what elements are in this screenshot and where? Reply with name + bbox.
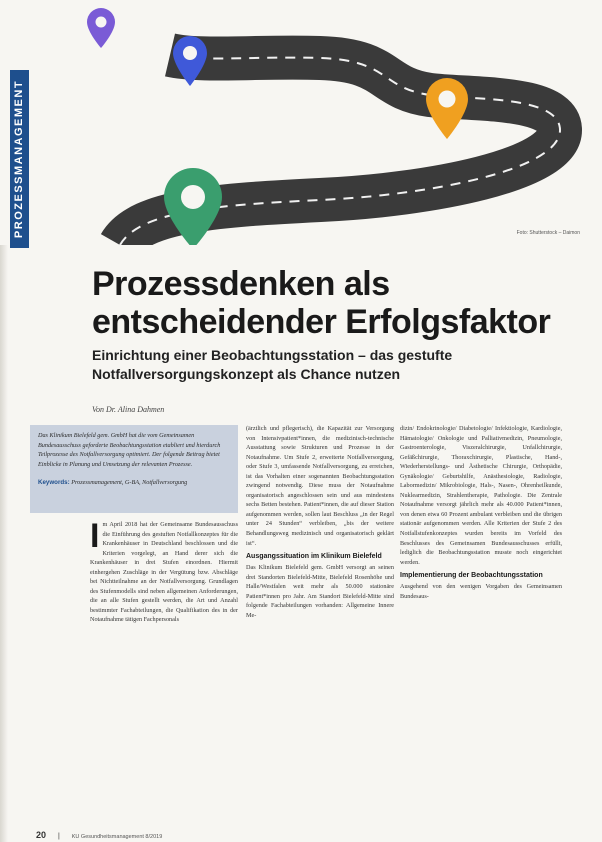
footer-separator: | bbox=[57, 833, 60, 840]
body-column-3 bbox=[400, 424, 562, 824]
section-label: PROZESSMANAGEMENT bbox=[13, 79, 26, 239]
page-footer bbox=[36, 830, 162, 840]
article-title: Prozessdenken als entscheidender Erfolgsfaktor bbox=[92, 265, 551, 341]
page-number: 20 bbox=[36, 830, 47, 840]
drop-cap: I bbox=[90, 520, 100, 555]
location-pin-purple-icon bbox=[87, 8, 115, 48]
hero-image bbox=[0, 0, 602, 245]
journal-name: KU Gesundheitsmanagement 8/2019 bbox=[71, 834, 163, 840]
photo-credit: Foto: Shutterstock – Daimon bbox=[516, 230, 580, 236]
section-heading: Implementierung der Beobachtungsstation bbox=[400, 572, 543, 580]
article-subtitle: Einrichtung einer Beobachtungsstation – das gestufte Notfallversorgungskonzept als Chance nutzen bbox=[92, 347, 453, 382]
keywords-text: Prozessmanagement, G-BA, Notfallversorgung bbox=[71, 479, 188, 486]
keywords bbox=[30, 478, 238, 487]
article-author: Von Dr. Alina Dahmen bbox=[92, 405, 165, 414]
abstract-text: Das Klinikum Bielefeld gem. GmbH hat die vom Gemeinsamen Bundesausschuss geforderte Beobachtungsstation etabliert und hierdurch Teilprozesse des Notfallversorgung optimiert. Der folgende Beitrag bietet Einblicke in Planung und Umsetzung der relevanten Prozesse. bbox=[38, 432, 221, 468]
body-column-1 bbox=[90, 520, 238, 820]
body-paragraph: dizin/ Endokrinologie/ Diabetologie/ Infektiologie, Kardiologie, Hämatologie/ Onkologie und Palliativmedizin, Pneumologie, Gastroenterologie, Viszeralchirurgie, Unfallchirurgie, Gefäßchirurgie, Thoraxchirurgie, Plastische, Hand-, Wiederherstellungs- und Ästhetische Chirurgie, Orthopädie, Gynäkologie/ Geburtshilfe, Anästhesiologie, Radiologie, Labormedizin/ Mikrobiologie, Hals-, Nasen-, Ohrenheilkunde, Nuklearmedizin, Strahlentherapie, Pathologie. Die Zentrale Notaufnahme versorgt jährlich mehr als 40.000 Patient*innen, von denen etwa 60 Prozent ambulant verbleiben und die übrigen stationär aufgenommen werden. Alle Kriterien der Stufe 2 des Notfallstufenkonzeptes wurden bereits im Vorfeld des Beschlusses des Gemeinsamen Bundesausschusses erfüllt, lediglich die Beobachtungsstation musste noch eingerichtet werden. bbox=[400, 425, 562, 566]
section-label-wrapper bbox=[10, 70, 29, 248]
abstract-box bbox=[30, 425, 238, 513]
body-paragraph: (ärztlich und pflegerisch), die Kapazität zur Versorgung von Intensivpatient*innen, die medizinisch-technische Ausstattung sowie Strukturen und Prozesse in der Notaufnahme. Um Stufe 2, erweiterte Notfallversorgung, oder Stufe 3, umfassende Notfallversorgung, zu erreichen, ist das Vorhalten einer sogenannten Beobachtungsstation zwingend notwendig. Diese muss der Notaufnahme organisatorisch angeschlossen sein und aus mindestens sechs Betten bestehen. Patient*innen, die auf dieser Station aufgenommen werden, sollen laut Beschluss „in der Regel unter 24 Stunden“ verbleiben, „bis der weitere Behandlungsweg medizinisch und organisatorisch geklärt ist“. bbox=[246, 425, 394, 547]
road-illustration bbox=[0, 0, 602, 245]
body-paragraph: Das Klinikum Bielefeld gem. GmbH versorgt an seinen drei Standorten Bielefeld-Mitte, Bielefeld Rosenhöhe und Halle/Westfalen weit mehr als 50.000 stationäre Patient*innen pro Jahr. Am Standort Bielefeld-Mitte sind folgende Fachabteilungen vorhanden: Allgemeine Innere Me- bbox=[246, 564, 394, 619]
section-heading: Ausgangssituation im Klinikum Bielefeld bbox=[246, 553, 382, 561]
keywords-label: Keywords: bbox=[38, 479, 70, 486]
body-paragraph: m April 2018 hat der Gemeinsame Bundesausschuss die Einführung des gestuften Notfallkonzeptes für die Krankenhäuser in Deutschland beschlossen und die Kriterien vorgelegt, an Hand derer sich die Krankenhäuser in drei Stufen einordnen. Hiermit einhergehen Zuschläge in der Vergütung bzw. Abschläge bei Nichtteilnahme an der Notfallversorgung. Grundlagen des Stufenmodells sind neben allgemeinen Anforderungen, die an alle Stufen gestellt werden, die Art und Anzahl bestimmter Fachabteilungen, die Qualifikation des in der Notaufnahme tätigen Fachpersonals bbox=[90, 521, 238, 624]
body-column-2 bbox=[246, 424, 394, 824]
location-pin-orange-icon bbox=[426, 78, 468, 139]
body-paragraph: Ausgehend von den wenigen Vorgaben des Gemeinsamen Bundesaus- bbox=[400, 583, 562, 600]
